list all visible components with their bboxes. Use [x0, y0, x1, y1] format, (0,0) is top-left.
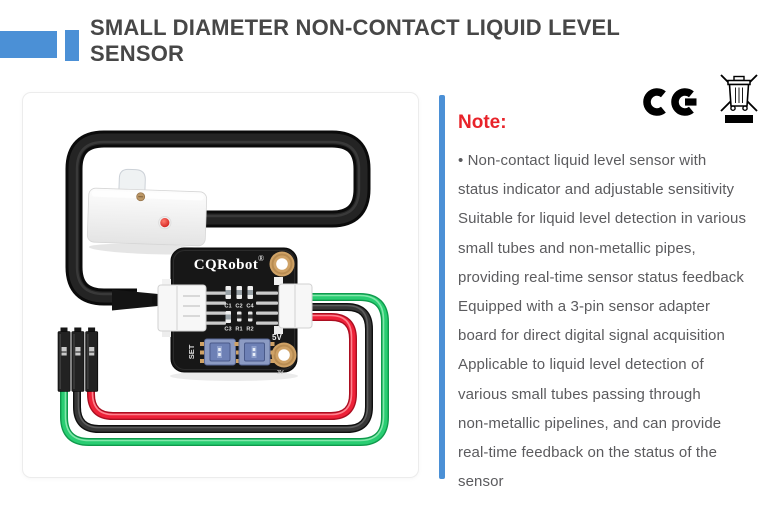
adapter-board	[158, 248, 312, 381]
page-title	[90, 15, 710, 66]
note-line: Equipped with a 3-pin sensor adapter	[458, 298, 711, 316]
note-line: non-metallic pipelines, and can provide	[458, 414, 722, 432]
note-line: board for direct digital signal acquisition	[458, 327, 725, 345]
accent-bar-large	[0, 31, 57, 58]
brand-label: CQRobot	[193, 257, 259, 273]
note-line: Suitable for liquid level detection in various	[458, 210, 747, 228]
v3-label: 3V	[277, 370, 284, 376]
mounting-hole-bottom	[272, 343, 297, 368]
note-line: providing real-time sensor status feedback	[458, 268, 745, 286]
sensitivity-switch-2	[235, 339, 275, 365]
smd-label-r2: R2	[246, 326, 254, 333]
mounting-hole-top	[270, 252, 295, 277]
note-line: small tubes and non-metallic pipes,	[458, 239, 696, 257]
smd-label-c4: C4	[246, 303, 254, 310]
set-label: SET	[187, 344, 196, 360]
dupont-connector-2	[72, 328, 84, 392]
v5-label: 5V	[272, 333, 282, 342]
note-line: sensor	[458, 473, 504, 491]
dupont-connector-3	[86, 328, 98, 392]
note-heading: Note:	[458, 112, 507, 133]
sensitivity-switch-1	[200, 339, 240, 365]
dupont-connector-1	[58, 328, 70, 392]
smd-row1	[224, 286, 254, 310]
mounting-clip	[119, 169, 146, 192]
smd-label-c3: C3	[224, 326, 232, 333]
smd-label-r1: R1	[235, 326, 243, 333]
sensor-probe	[87, 168, 212, 256]
note-line: real-time feedback on the status of the	[458, 444, 718, 462]
note-text	[458, 146, 776, 496]
dupont-connectors	[58, 328, 98, 392]
cable-strain-relief	[112, 290, 158, 311]
smd-label-c2: C2	[235, 303, 243, 310]
page-title-line1: SMALL DIAMETER NON-CONTACT LIQUID LEVEL	[90, 15, 621, 40]
note-line: Applicable to liquid level detection of	[458, 356, 704, 374]
note-line: • Non-contact liquid level sensor with	[458, 152, 707, 169]
note-line: various small tubes passing through	[458, 385, 701, 403]
weee-bin-icon	[717, 70, 762, 130]
ce-mark-icon	[641, 82, 701, 124]
note-line: status indicator and adjustable sensitivity	[458, 181, 735, 199]
note-divider	[439, 95, 445, 479]
product-illustration	[22, 92, 419, 477]
accent-bar-small	[65, 30, 79, 61]
brand-registered-mark: ®	[258, 254, 265, 263]
page-title-line2: SENSOR	[90, 40, 185, 66]
smd-label-c1: C1	[224, 303, 232, 310]
